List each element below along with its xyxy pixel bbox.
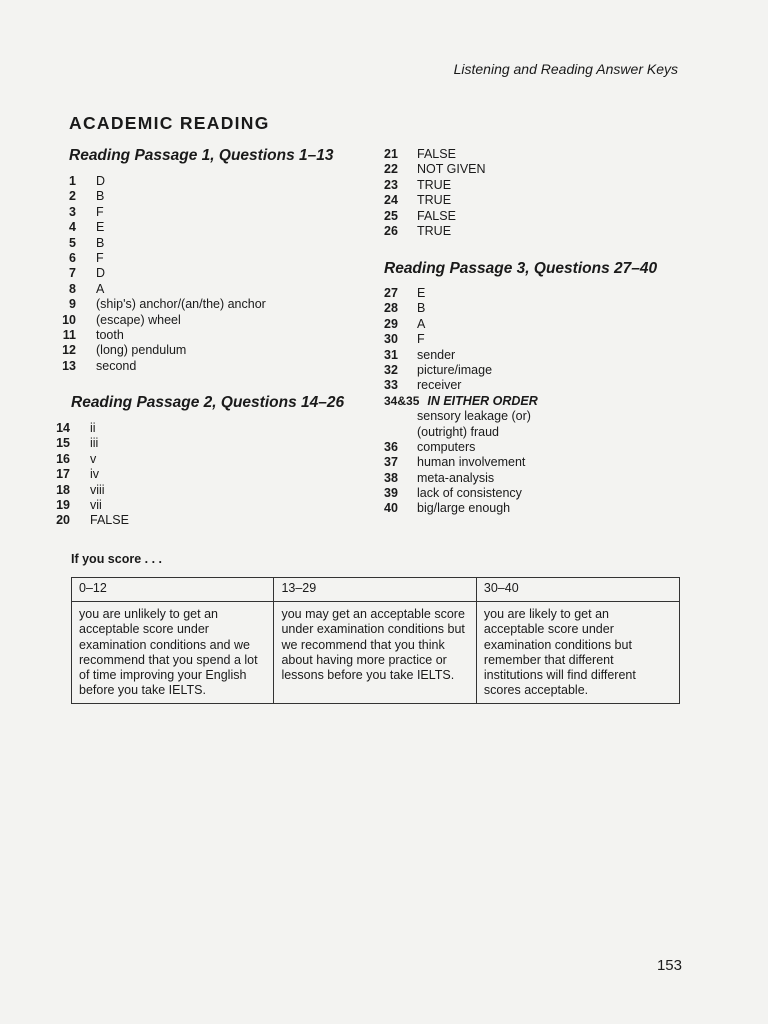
- answer-row: [54, 467, 129, 482]
- answer-number: 1: [69, 174, 76, 188]
- answer-text: vii: [90, 497, 102, 512]
- answer-number: 11: [62, 327, 76, 342]
- answer-text: computers: [417, 439, 476, 454]
- answer-text: TRUE: [417, 193, 452, 208]
- answer-row: [54, 452, 129, 467]
- answer-row: [384, 363, 538, 378]
- answer-text: D: [96, 174, 106, 188]
- answer-row: [384, 471, 538, 486]
- answer-row: [384, 301, 538, 316]
- answer-text: E: [96, 220, 105, 235]
- answer-number: 27: [384, 286, 398, 300]
- answer-row: [54, 483, 129, 498]
- answer-text: F: [96, 250, 104, 265]
- answer-row: [384, 440, 538, 455]
- passage-3-heading: Reading Passage 3, Questions 27–40: [384, 260, 658, 277]
- answer-text: E: [417, 286, 426, 300]
- passage-2-answer-list-continued: [384, 147, 486, 239]
- answer-text: meta-analysis: [417, 470, 495, 485]
- answer-number: 23: [384, 177, 398, 192]
- answer-row: [54, 498, 129, 513]
- answer-text: FALSE: [90, 513, 129, 528]
- answer-number: 2: [69, 189, 76, 204]
- answer-row: [60, 236, 266, 251]
- answer-text: B: [96, 235, 105, 250]
- answer-text: iv: [90, 467, 100, 482]
- answer-text: second: [96, 358, 137, 373]
- answer-text: sensory leakage (or): [417, 409, 531, 424]
- section-title: ACADEMIC READING: [69, 113, 270, 133]
- score-band-header: 30–40: [476, 578, 679, 602]
- answer-row: [384, 455, 538, 470]
- answer-text: A: [96, 281, 105, 296]
- answer-number: 8: [69, 281, 76, 296]
- score-advice-cell: you are likely to get an acceptable score under examination conditions but remember that different institutions will find different scores acceptable.: [476, 602, 679, 704]
- answer-row: [54, 436, 129, 451]
- answer-text: TRUE: [417, 223, 452, 238]
- score-band-header: 13–29: [274, 578, 476, 602]
- answer-number: 38: [384, 470, 398, 485]
- answer-text: ii: [90, 421, 96, 435]
- answer-row: [54, 513, 129, 528]
- answer-number: 7: [69, 266, 76, 281]
- answer-number: 12: [62, 343, 76, 358]
- answer-number: 29: [384, 316, 398, 331]
- answer-number: 4: [69, 220, 76, 235]
- answer-row: [60, 189, 266, 204]
- answer-text: NOT GIVEN: [417, 162, 486, 177]
- answer-number: 9: [69, 297, 76, 312]
- answer-text: tooth: [96, 327, 124, 342]
- answer-text: iii: [90, 436, 99, 451]
- answer-number: 19: [56, 497, 70, 512]
- score-advice-cell: you are unlikely to get an acceptable score under examination conditions and we recommend that you spend a lot of time improving your English before you take IELTS.: [72, 602, 274, 704]
- answer-number: 26: [384, 223, 398, 238]
- passage-3-answer-list: [384, 286, 538, 517]
- answer-row: [60, 251, 266, 266]
- answer-row: [384, 162, 486, 177]
- answer-text: D: [96, 266, 106, 281]
- answer-text: (escape) wheel: [96, 312, 181, 327]
- answer-row: [60, 266, 266, 281]
- score-intro: If you score . . .: [71, 552, 162, 566]
- score-band-header: 0–12: [72, 578, 274, 602]
- answer-row: [60, 297, 266, 312]
- answer-number: 24: [384, 193, 398, 208]
- score-table-row: [72, 602, 680, 704]
- answer-row: [60, 220, 266, 235]
- answer-row: [384, 286, 538, 301]
- answer-number: 5: [69, 235, 76, 250]
- answer-text: FALSE: [417, 208, 456, 223]
- either-order-row: [384, 394, 538, 409]
- answer-number: 25: [384, 208, 398, 223]
- answer-row: [384, 193, 486, 208]
- answer-row: [60, 359, 266, 374]
- score-table-header-row: [72, 578, 680, 602]
- answer-number: 36: [384, 439, 398, 454]
- answer-row: [384, 147, 486, 162]
- either-order-answer: [384, 409, 538, 424]
- answer-row: [60, 313, 266, 328]
- passage-2-answer-list: [54, 421, 129, 529]
- answer-number: 15: [56, 436, 70, 451]
- answer-text: F: [417, 332, 425, 347]
- answer-row: [54, 421, 129, 436]
- either-order-answer: [384, 425, 538, 440]
- answer-text: B: [96, 189, 105, 204]
- answer-number: 17: [56, 467, 70, 482]
- answer-text: sender: [417, 347, 456, 362]
- answer-number: 33: [384, 378, 398, 393]
- answer-row: [384, 317, 538, 332]
- answer-number: 22: [384, 162, 398, 177]
- answer-number: 10: [62, 312, 76, 327]
- answer-text: FALSE: [417, 147, 456, 161]
- answer-row: [60, 343, 266, 358]
- answer-number: 32: [384, 362, 398, 377]
- running-header: Listening and Reading Answer Keys: [453, 61, 678, 77]
- answer-text: (long) pendulum: [96, 343, 187, 358]
- answer-row: [384, 486, 538, 501]
- answer-number: 37: [384, 455, 398, 470]
- answer-text: receiver: [417, 378, 462, 393]
- answer-number: 18: [56, 482, 70, 497]
- answer-number: 6: [69, 250, 76, 265]
- answer-number: 30: [384, 332, 398, 347]
- answer-row: [60, 205, 266, 220]
- passage-2-heading: Reading Passage 2, Questions 14–26: [71, 394, 345, 411]
- answer-text: v: [90, 451, 97, 466]
- passage-1-answer-list: [60, 174, 266, 374]
- answer-row: [384, 332, 538, 347]
- answer-number: 16: [56, 451, 70, 466]
- answer-row: [384, 178, 486, 193]
- score-table: [71, 577, 680, 704]
- answer-row: [384, 224, 486, 239]
- answer-row: [384, 348, 538, 363]
- answer-number: 20: [56, 513, 70, 528]
- answer-number: 21: [384, 147, 398, 161]
- score-advice-cell: you may get an acceptable score under examination conditions but we recommend that you think about having more practice or lessons before you take IELTS.: [274, 602, 476, 704]
- answer-row: [60, 282, 266, 297]
- answer-number: 13: [62, 358, 76, 373]
- answer-text: lack of consistency: [417, 486, 522, 501]
- answer-row: [60, 328, 266, 343]
- page-number: 153: [656, 957, 682, 974]
- either-order-label: IN EITHER ORDER: [427, 393, 538, 408]
- answer-number: 28: [384, 301, 398, 316]
- answer-text: F: [96, 204, 104, 219]
- passage-1-heading: Reading Passage 1, Questions 1–13: [69, 147, 334, 164]
- answer-text: big/large enough: [417, 501, 511, 516]
- answer-number: 14: [56, 421, 70, 435]
- answer-number: 31: [384, 347, 398, 362]
- answer-text: B: [417, 301, 426, 316]
- answer-row: [384, 378, 538, 393]
- answer-text: A: [417, 316, 426, 331]
- answer-number: 3: [69, 204, 76, 219]
- answer-number: 34&35: [384, 393, 420, 408]
- answer-text: TRUE: [417, 177, 452, 192]
- answer-number: 40: [384, 501, 398, 516]
- answer-row: [384, 501, 538, 516]
- answer-text: viii: [90, 482, 105, 497]
- answer-text: (outright) fraud: [417, 424, 499, 439]
- answer-text: human involvement: [417, 455, 526, 470]
- answer-number: 39: [384, 486, 398, 501]
- answer-text: (ship's) anchor/(an/the) anchor: [96, 297, 266, 312]
- answer-row: [384, 209, 486, 224]
- answer-text: picture/image: [417, 362, 493, 377]
- answer-row: [60, 174, 266, 189]
